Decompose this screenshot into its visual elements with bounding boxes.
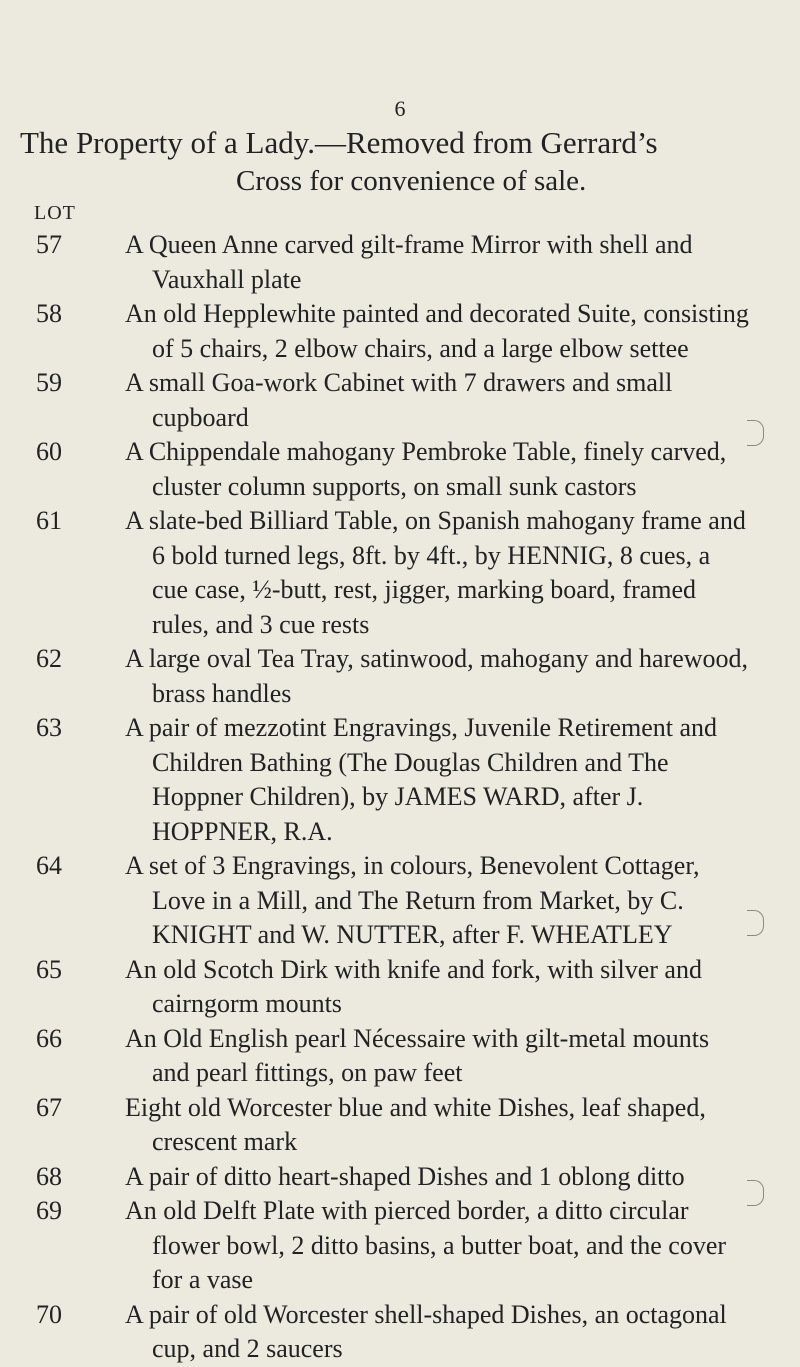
page-number: 6: [394, 96, 406, 121]
lot-item: [0, 642, 800, 711]
lot-item: [0, 366, 800, 435]
lot-list: [0, 228, 800, 1367]
lot-item: [0, 504, 800, 642]
lot-item: [0, 849, 800, 953]
lot-number: 66: [36, 1023, 62, 1053]
lot-number: 61: [36, 506, 62, 535]
binding-hole-mark: [747, 420, 764, 446]
lot-description: A large oval Tea Tray, satinwood, mahogany and harewood, brass handles: [125, 644, 749, 708]
lot-number: 64: [36, 851, 62, 880]
lot-number: 70: [36, 1299, 62, 1329]
lot-description: A set of 3 Engravings, in colours, Benevolent Cottager, Love in a Mill, and The Return from Market, by C. KNIGHT and W. NUTTER, after F. WHEATLEY: [125, 851, 700, 949]
lot-number: 57: [36, 230, 62, 259]
lot-description: An old Delft Plate with pierced border, a ditto circular flower bowl, 2 ditto basins, a butter boat, and the cover for a vase: [125, 1196, 727, 1294]
lot-description: A slate-bed Billiard Table, on Spanish mahogany frame and 6 bold turned legs, 8ft. by 4ft., by HENNIG, 8 cues, a cue case, ½-butt, rest, jigger, marking board, framed rules, and 3 cue rests: [125, 506, 746, 639]
lot-item: [0, 228, 800, 297]
lot-number: 58: [36, 299, 62, 328]
lot-description: Eight old Worcester blue and white Dishes, leaf shaped, crescent mark: [125, 1092, 706, 1156]
lot-column-header: LOT: [34, 202, 76, 224]
lot-number: 69: [36, 1196, 62, 1225]
lot-description: A Chippendale mahogany Pembroke Table, finely carved, cluster column supports, on small sunk castors: [125, 437, 727, 501]
lot-description: A Queen Anne carved gilt-frame Mirror with shell and Vauxhall plate: [125, 230, 693, 294]
lot-item: [0, 1091, 800, 1160]
heading-line-1: The Property of a Lady.—Removed from Gerrard’s: [20, 125, 658, 160]
heading-line-2: Cross for convenience of sale.: [236, 165, 587, 197]
lot-description: A small Goa-work Cabinet with 7 drawers and small cupboard: [125, 368, 673, 432]
lot-number: 62: [36, 644, 62, 673]
lot-number: 65: [36, 954, 62, 984]
lot-number: 67: [36, 1092, 62, 1122]
lot-description: An Old English pearl Nécessaire with gilt-metal mounts and pearl fittings, on paw feet: [125, 1023, 710, 1087]
lot-item: [0, 1194, 800, 1298]
lot-item: [0, 1298, 800, 1367]
binding-hole-mark: [747, 910, 764, 936]
lot-item: [0, 953, 800, 1022]
binding-hole-mark: [747, 1180, 764, 1206]
sale-heading: [20, 124, 790, 200]
lot-item: [0, 1160, 800, 1195]
lot-item: [0, 1022, 800, 1091]
lot-description: An old Scotch Dirk with knife and fork, with silver and cairngorm mounts: [125, 954, 702, 1018]
lot-number: 68: [36, 1161, 62, 1191]
lot-description: A pair of ditto heart-shaped Dishes and 1 oblong ditto: [125, 1161, 685, 1191]
lot-number: 59: [36, 368, 62, 397]
lot-item: [0, 297, 800, 366]
lot-item: [0, 711, 800, 849]
lot-description: A pair of mezzotint Engravings, Juvenile Retirement and Children Bathing (The Douglas Children and The Hoppner Children), by JAMES WARD, after J. HOPPNER, R.A.: [125, 713, 718, 846]
lot-number: 63: [36, 713, 62, 742]
lot-description: A pair of old Worcester shell-shaped Dishes, an octagonal cup, and 2 saucers: [125, 1299, 727, 1363]
lot-item: [0, 435, 800, 504]
lot-description: An old Hepplewhite painted and decorated Suite, consisting of 5 chairs, 2 elbow chairs, and a large elbow settee: [125, 299, 749, 363]
lot-number: 60: [36, 437, 62, 466]
